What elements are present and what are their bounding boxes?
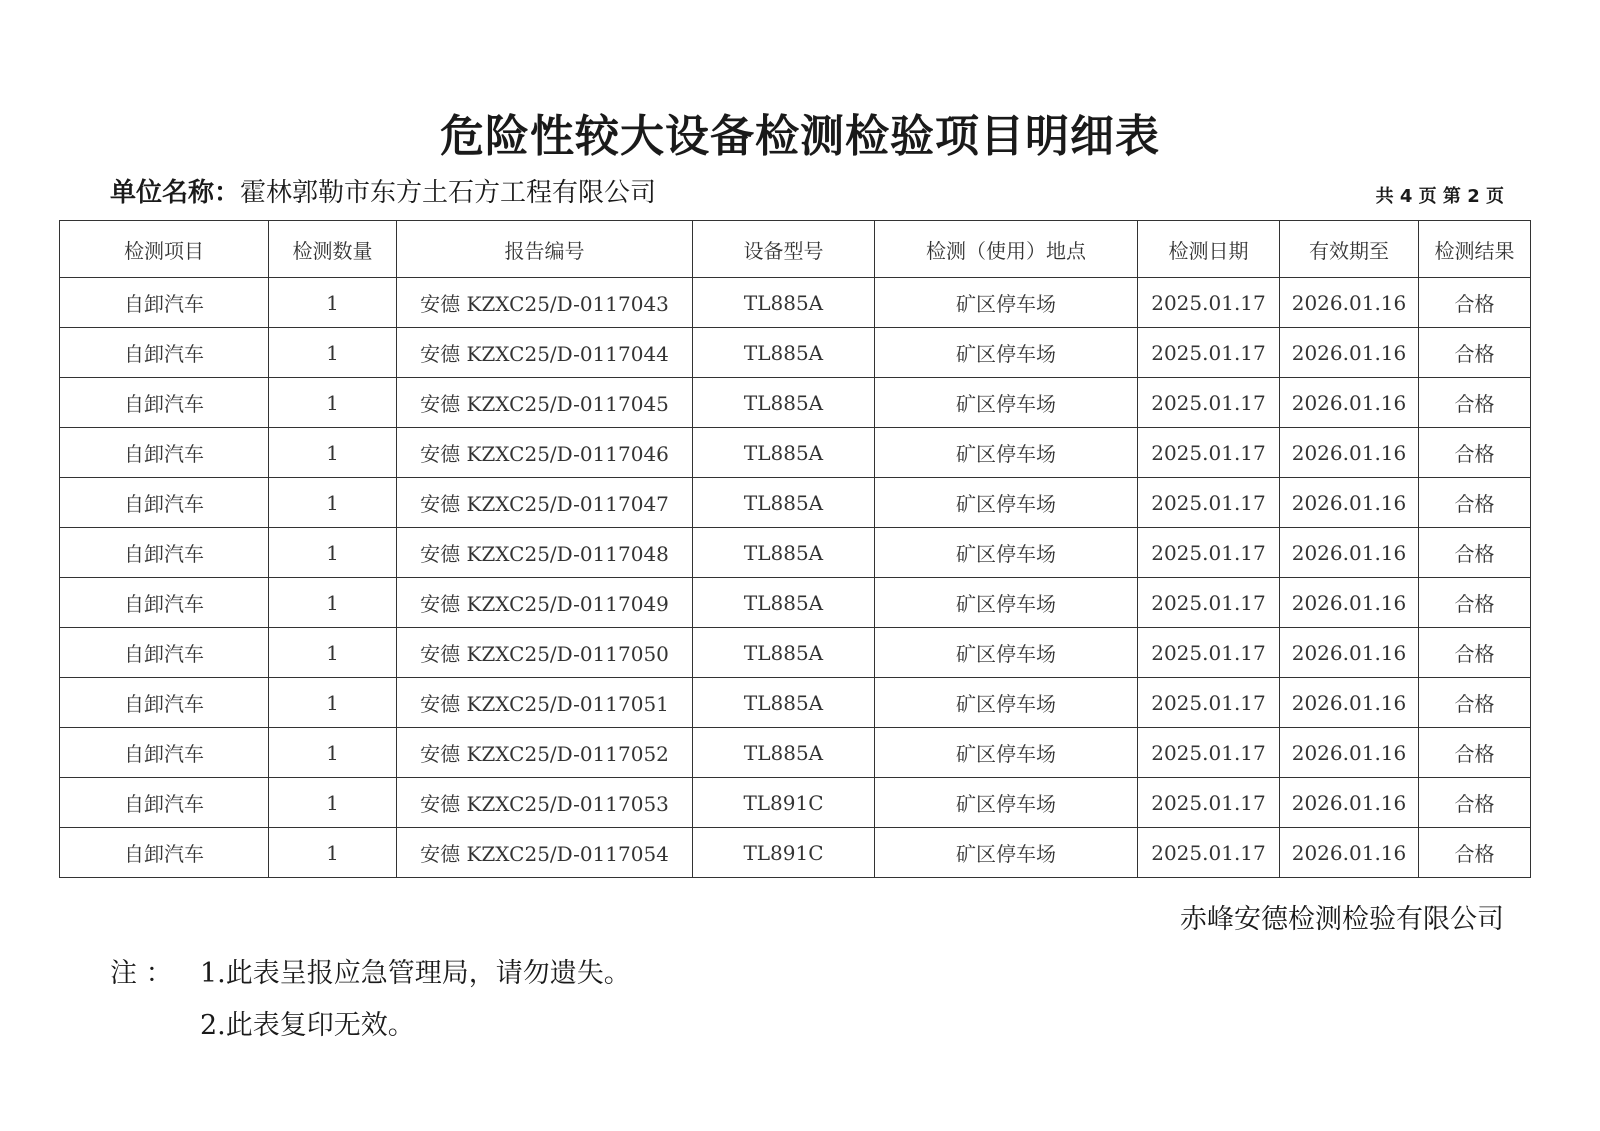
- cell-model: TL885A: [693, 728, 875, 778]
- cell-result: 合格: [1419, 428, 1531, 478]
- table-row: [60, 828, 1531, 878]
- cell-quantity: 1: [269, 528, 397, 578]
- note-item: 1.此表呈报应急管理局，请勿遗失。: [200, 958, 631, 989]
- cell-result: 合格: [1419, 728, 1531, 778]
- col-header-quantity: 检测数量: [269, 221, 397, 278]
- table-row: [60, 778, 1531, 828]
- table-row: [60, 678, 1531, 728]
- cell-valid-until: 2026.01.16: [1280, 278, 1419, 328]
- cell-report-no: 安德 KZXC25/D-0117043: [397, 278, 693, 328]
- col-header-location: 检测（使用）地点: [875, 221, 1138, 278]
- cell-valid-until: 2026.01.16: [1280, 678, 1419, 728]
- page-indicator: 共 4 页 第 2 页: [1375, 186, 1504, 207]
- table-row: [60, 478, 1531, 528]
- cell-quantity: 1: [269, 278, 397, 328]
- cell-item: 自卸汽车: [60, 378, 269, 428]
- cell-location: 矿区停车场: [875, 778, 1138, 828]
- cell-report-no: 安德 KZXC25/D-0117054: [397, 828, 693, 878]
- cell-model: TL885A: [693, 628, 875, 678]
- cell-valid-until: 2026.01.16: [1280, 378, 1419, 428]
- cell-item: 自卸汽车: [60, 778, 269, 828]
- table-row: [60, 328, 1531, 378]
- issuing-company: 赤峰安德检测检验有限公司: [1180, 904, 1504, 935]
- cell-item: 自卸汽车: [60, 678, 269, 728]
- cell-valid-until: 2026.01.16: [1280, 578, 1419, 628]
- cell-model: TL885A: [693, 278, 875, 328]
- cell-report-no: 安德 KZXC25/D-0117044: [397, 328, 693, 378]
- cell-location: 矿区停车场: [875, 378, 1138, 428]
- cell-report-no: 安德 KZXC25/D-0117053: [397, 778, 693, 828]
- cell-report-no: 安德 KZXC25/D-0117050: [397, 628, 693, 678]
- cell-report-no: 安德 KZXC25/D-0117047: [397, 478, 693, 528]
- cell-report-no: 安德 KZXC25/D-0117046: [397, 428, 693, 478]
- cell-result: 合格: [1419, 778, 1531, 828]
- cell-result: 合格: [1419, 828, 1531, 878]
- page-title: 危险性较大设备检测检验项目明细表: [440, 111, 1160, 162]
- cell-test-date: 2025.01.17: [1138, 278, 1280, 328]
- cell-quantity: 1: [269, 678, 397, 728]
- cell-location: 矿区停车场: [875, 328, 1138, 378]
- cell-quantity: 1: [269, 578, 397, 628]
- cell-quantity: 1: [269, 378, 397, 428]
- col-header-result: 检测结果: [1419, 221, 1531, 278]
- cell-model: TL891C: [693, 828, 875, 878]
- cell-result: 合格: [1419, 478, 1531, 528]
- cell-item: 自卸汽车: [60, 428, 269, 478]
- cell-test-date: 2025.01.17: [1138, 378, 1280, 428]
- cell-quantity: 1: [269, 478, 397, 528]
- cell-location: 矿区停车场: [875, 478, 1138, 528]
- cell-test-date: 2025.01.17: [1138, 478, 1280, 528]
- table-row: [60, 578, 1531, 628]
- cell-test-date: 2025.01.17: [1138, 428, 1280, 478]
- cell-valid-until: 2026.01.16: [1280, 428, 1419, 478]
- cell-test-date: 2025.01.17: [1138, 328, 1280, 378]
- cell-location: 矿区停车场: [875, 678, 1138, 728]
- col-header-model: 设备型号: [693, 221, 875, 278]
- cell-quantity: 1: [269, 728, 397, 778]
- cell-location: 矿区停车场: [875, 278, 1138, 328]
- cell-test-date: 2025.01.17: [1138, 678, 1280, 728]
- cell-valid-until: 2026.01.16: [1280, 328, 1419, 378]
- cell-test-date: 2025.01.17: [1138, 528, 1280, 578]
- cell-result: 合格: [1419, 378, 1531, 428]
- cell-result: 合格: [1419, 528, 1531, 578]
- cell-model: TL885A: [693, 428, 875, 478]
- cell-quantity: 1: [269, 328, 397, 378]
- cell-item: 自卸汽车: [60, 578, 269, 628]
- unit-name-value: 霍林郭勒市东方土石方工程有限公司: [240, 178, 657, 208]
- cell-report-no: 安德 KZXC25/D-0117045: [397, 378, 693, 428]
- cell-result: 合格: [1419, 278, 1531, 328]
- col-header-item: 检测项目: [60, 221, 269, 278]
- col-header-report-no: 报告编号: [397, 221, 693, 278]
- cell-test-date: 2025.01.17: [1138, 578, 1280, 628]
- cell-valid-until: 2026.01.16: [1280, 828, 1419, 878]
- cell-model: TL885A: [693, 528, 875, 578]
- cell-quantity: 1: [269, 428, 397, 478]
- cell-model: TL885A: [693, 678, 875, 728]
- cell-valid-until: 2026.01.16: [1280, 628, 1419, 678]
- table-row: [60, 428, 1531, 478]
- cell-location: 矿区停车场: [875, 828, 1138, 878]
- cell-location: 矿区停车场: [875, 578, 1138, 628]
- cell-test-date: 2025.01.17: [1138, 828, 1280, 878]
- inspection-detail-table: [59, 220, 1531, 878]
- cell-test-date: 2025.01.17: [1138, 628, 1280, 678]
- notes-label: 注 ：: [110, 958, 173, 989]
- cell-item: 自卸汽车: [60, 828, 269, 878]
- cell-model: TL885A: [693, 378, 875, 428]
- cell-location: 矿区停车场: [875, 628, 1138, 678]
- table-row: [60, 278, 1531, 328]
- cell-quantity: 1: [269, 778, 397, 828]
- cell-result: 合格: [1419, 678, 1531, 728]
- unit-name-label: 单位名称：: [110, 178, 241, 208]
- cell-test-date: 2025.01.17: [1138, 778, 1280, 828]
- cell-valid-until: 2026.01.16: [1280, 728, 1419, 778]
- note-item: 2.此表复印无效。: [200, 1010, 415, 1041]
- table-row: [60, 528, 1531, 578]
- table-header-row: [60, 221, 1531, 278]
- unit-name-line: [110, 172, 656, 209]
- cell-report-no: 安德 KZXC25/D-0117051: [397, 678, 693, 728]
- cell-valid-until: 2026.01.16: [1280, 528, 1419, 578]
- cell-report-no: 安德 KZXC25/D-0117048: [397, 528, 693, 578]
- cell-valid-until: 2026.01.16: [1280, 478, 1419, 528]
- cell-test-date: 2025.01.17: [1138, 728, 1280, 778]
- cell-item: 自卸汽车: [60, 628, 269, 678]
- table-row: [60, 728, 1531, 778]
- cell-report-no: 安德 KZXC25/D-0117052: [397, 728, 693, 778]
- cell-item: 自卸汽车: [60, 528, 269, 578]
- table-row: [60, 628, 1531, 678]
- cell-location: 矿区停车场: [875, 728, 1138, 778]
- cell-location: 矿区停车场: [875, 428, 1138, 478]
- cell-item: 自卸汽车: [60, 728, 269, 778]
- cell-model: TL891C: [693, 778, 875, 828]
- cell-model: TL885A: [693, 478, 875, 528]
- col-header-test-date: 检测日期: [1138, 221, 1280, 278]
- cell-item: 自卸汽车: [60, 328, 269, 378]
- cell-item: 自卸汽车: [60, 278, 269, 328]
- cell-quantity: 1: [269, 828, 397, 878]
- cell-valid-until: 2026.01.16: [1280, 778, 1419, 828]
- cell-result: 合格: [1419, 578, 1531, 628]
- col-header-valid-until: 有效期至: [1280, 221, 1419, 278]
- cell-result: 合格: [1419, 328, 1531, 378]
- cell-quantity: 1: [269, 628, 397, 678]
- cell-report-no: 安德 KZXC25/D-0117049: [397, 578, 693, 628]
- cell-model: TL885A: [693, 328, 875, 378]
- cell-item: 自卸汽车: [60, 478, 269, 528]
- cell-result: 合格: [1419, 628, 1531, 678]
- table-row: [60, 378, 1531, 428]
- cell-location: 矿区停车场: [875, 528, 1138, 578]
- cell-model: TL885A: [693, 578, 875, 628]
